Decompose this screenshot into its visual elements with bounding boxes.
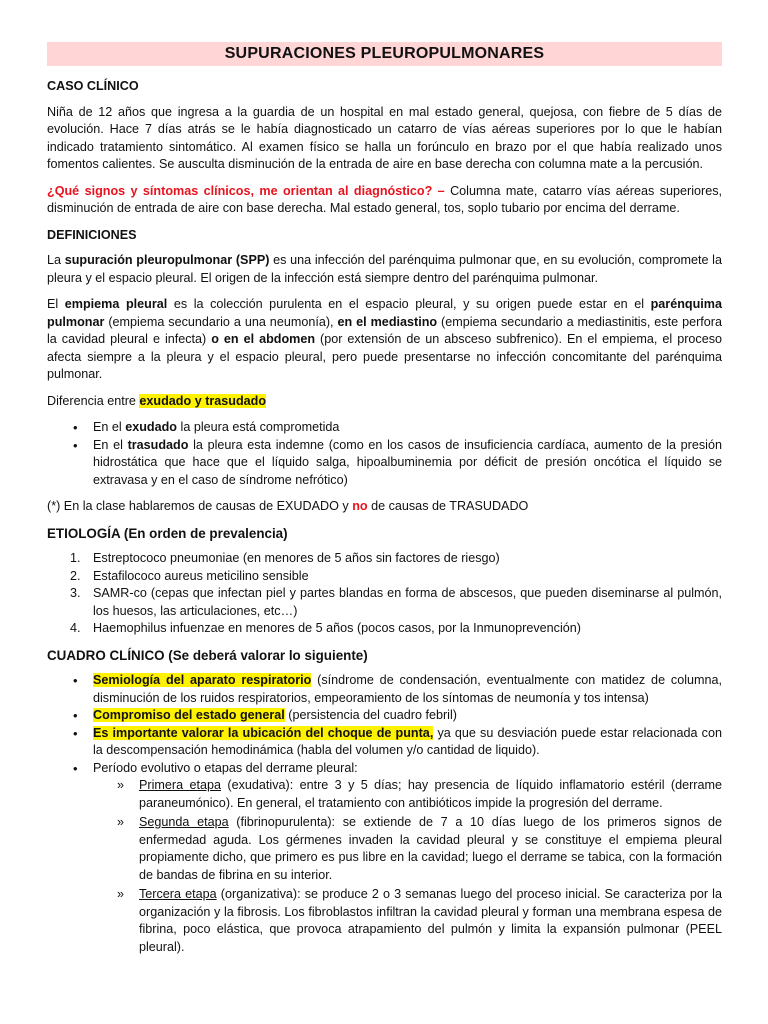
list-item [47,672,722,707]
list-item-text: Estreptococo pneumoniae (en menores de 5 años sin factores de riesgo) [93,551,500,565]
document-title: SUPURACIONES PLEUROPULMONARES [47,42,722,66]
etiologia-list [47,550,722,638]
caso-clinico-text: Niña de 12 años que ingresa a la guardia de un hospital en mal estado general, quejosa, con fiebre de 5 días de evolución. Hace 7 días atrás se le había diagnosticado un catarro de vías aéreas superiores por lo que le habían indicado tratamiento sintomático. Al examen físico se halla un forúnculo en brazo por el que había realizado unos fomentos calientes. Se ausculta disminución de la entrada de aire en base derecha con columna mate a la percusión. [47,104,722,171]
list-item-text: En el [93,420,126,434]
list-item-text: Haemophilus infuenzae en menores de 5 años (pocos casos, por la Inmunoprevención) [93,621,581,635]
empiema-text-1: El [47,297,65,311]
empiema-text-3: (empiema secundario a una neumonía), [104,314,338,329]
list-item [47,585,722,620]
empiema-term: empiema pleural [64,297,168,311]
periodo-evolutivo-text: Período evolutivo o etapas del derrame pleural: [93,760,358,775]
diagnostic-question: ¿Qué signos y síntomas clínicos, me orientan al diagnóstico? – [47,183,445,198]
class-note-text-1: (*) En la clase hablaremos de causas de EXUDADO y [47,499,353,513]
list-item-text: SAMR-co (cepas que infectan piel y partes blandas en forma de abscesos, que pueden diseminarse al pulmón, los huesos, las articulaciones, etc…) [93,586,722,618]
heading-etiologia: ETIOLOGÍA (En orden de prevalencia) [47,525,288,541]
diagnostic-question-paragraph [47,183,722,218]
list-item [47,707,722,725]
etapa-name: Primera etapa [139,778,221,792]
heading-cuadro-clinico: CUADRO CLÍNICO (Se deberá valorar lo siguiente) [47,647,368,663]
list-item-term: trasudado [127,437,189,452]
list-item-text: Estafilococo aureus meticilino sensible [93,568,309,583]
heading-definiciones: DEFINICIONES [47,227,137,242]
diferencia-paragraph [47,393,722,411]
list-item [47,568,722,586]
list-item-text: (persistencia del cuadro febril) [284,708,457,722]
list-number: 4. [70,621,81,635]
etapa-name: Tercera etapa [139,887,217,901]
diagnostic-answer: Columna mate, catarro vías aéreas superiores, disminución de entrada de aire con base derecha. Mal estado general, tos, soplo tubario por encima del derrame. [47,183,722,215]
list-item [93,814,722,884]
etapa-text: (fibrinopurulenta): se extiende de 7 a 10 días luego de los primeros signos de enfermedad aguda. Los gérmenes invaden la cavidad pleural y se constituye el empiema pleural propiamente dicho, que primero es pus libre en la cavidad; luego el derrame se tabica, con la formación de bandas de fibrina en su interior. [139,815,722,882]
etapas-list [93,777,722,956]
list-number: 1. [70,551,81,565]
empiema-text-5: (por extensión de un absceso subfrenico). En el empiema, el proceso afecta siempre a la pleura y el espacio pleural, pero puede presentarse no infección concomitante del parénquima pulmonar. [47,332,722,381]
empiema-origin-pulmonar: parénquima pulmonar [47,297,722,329]
list-item [47,725,722,760]
list-item-text: (síndrome de condensación, eventualmente con matidez de columna, disminución de los ruidos respiratorios, empeoramiento de los síntomas de neumonía y tos intensa) [93,673,722,705]
list-item-text: En el [93,437,128,452]
empiema-definition [47,296,722,384]
class-note-no: no [352,499,368,513]
empiema-origin-mediastino: en el mediastino [337,314,438,329]
empiema-text-2: es la colección purulenta en el espacio pleural, y su origen puede estar en el [167,297,651,311]
list-item [93,777,722,812]
list-item [47,419,722,437]
list-item-text: ya que su desviación puede estar relacionada con la descompensación hemodinámica (habla del volumen y/o cantidad de liquido). [93,725,722,757]
cuadro-clinico-list [47,672,722,956]
list-item-highlight: Es importante valorar la ubicación del choque de punta, [93,725,434,740]
list-item [93,886,722,956]
exudado-trasudado-list [47,419,722,489]
list-item [47,550,722,568]
diferencia-text: Diferencia entre [47,393,140,408]
etapa-text: (exudativa): entre 3 y 5 días; hay presencia de líquido inflamatorio estéril (derrame paraneumónico). En general, el tratamiento con antibióticos impide la progresión del derrame. [139,778,722,810]
list-item-highlight: Semiología del aparato respiratorio [93,673,312,687]
list-item-term: exudado [125,420,178,434]
spp-text-2: es una infección del parénquima pulmonar que, en su evolución, compromete la pleura y el espacio pleural. El origen de la infección está siempre dentro del parénquima pulmonar. [47,253,722,285]
empiema-text-4: (empiema secundario a mediastinitis, este perfora la cavidad pleural e infecta) [47,314,722,346]
list-item-text: la pleura está comprometida [177,420,340,434]
heading-caso-clinico: CASO CLÍNICO [47,79,139,93]
etapa-name: Segunda etapa [139,815,229,829]
empiema-origin-abdomen: o en el abdomen [211,332,316,346]
class-note-text-2: de causas de TRASUDADO [367,499,529,513]
spp-text-1: La [47,253,65,267]
etapa-text: (organizativa): se produce 2 o 3 semanas luego del proceso inicial. Se caracteriza por la organización y la fibrosis. Los fibroblastos infiltran la cavidad pleural y forman una membrana espesa de fibrina, poco elástica, que provoca atrapamiento del pulmón y limita la expansión pulmonar (PEEL pleural). [139,887,722,954]
spp-definition [47,252,722,287]
list-item-highlight: Compromiso del estado general [93,708,285,722]
list-item [47,620,722,638]
class-note [47,498,722,516]
list-number: 3. [70,586,81,600]
spp-term: supuración pleuropulmonar (SPP) [64,253,270,267]
diferencia-highlight: exudado y trasudado [139,393,267,408]
list-item-text: la pleura esta indemne (como en los casos de insuficiencia cardíaca, aumento de la presión hidrostática que hace que el líquido salga, hipoalbuminemia por déficit de presión oncótica el líquido se extravasa y en el caso de síndrome nefrótico) [93,437,722,487]
list-item [47,760,722,957]
list-number: 2. [70,568,81,583]
list-item [47,437,722,490]
